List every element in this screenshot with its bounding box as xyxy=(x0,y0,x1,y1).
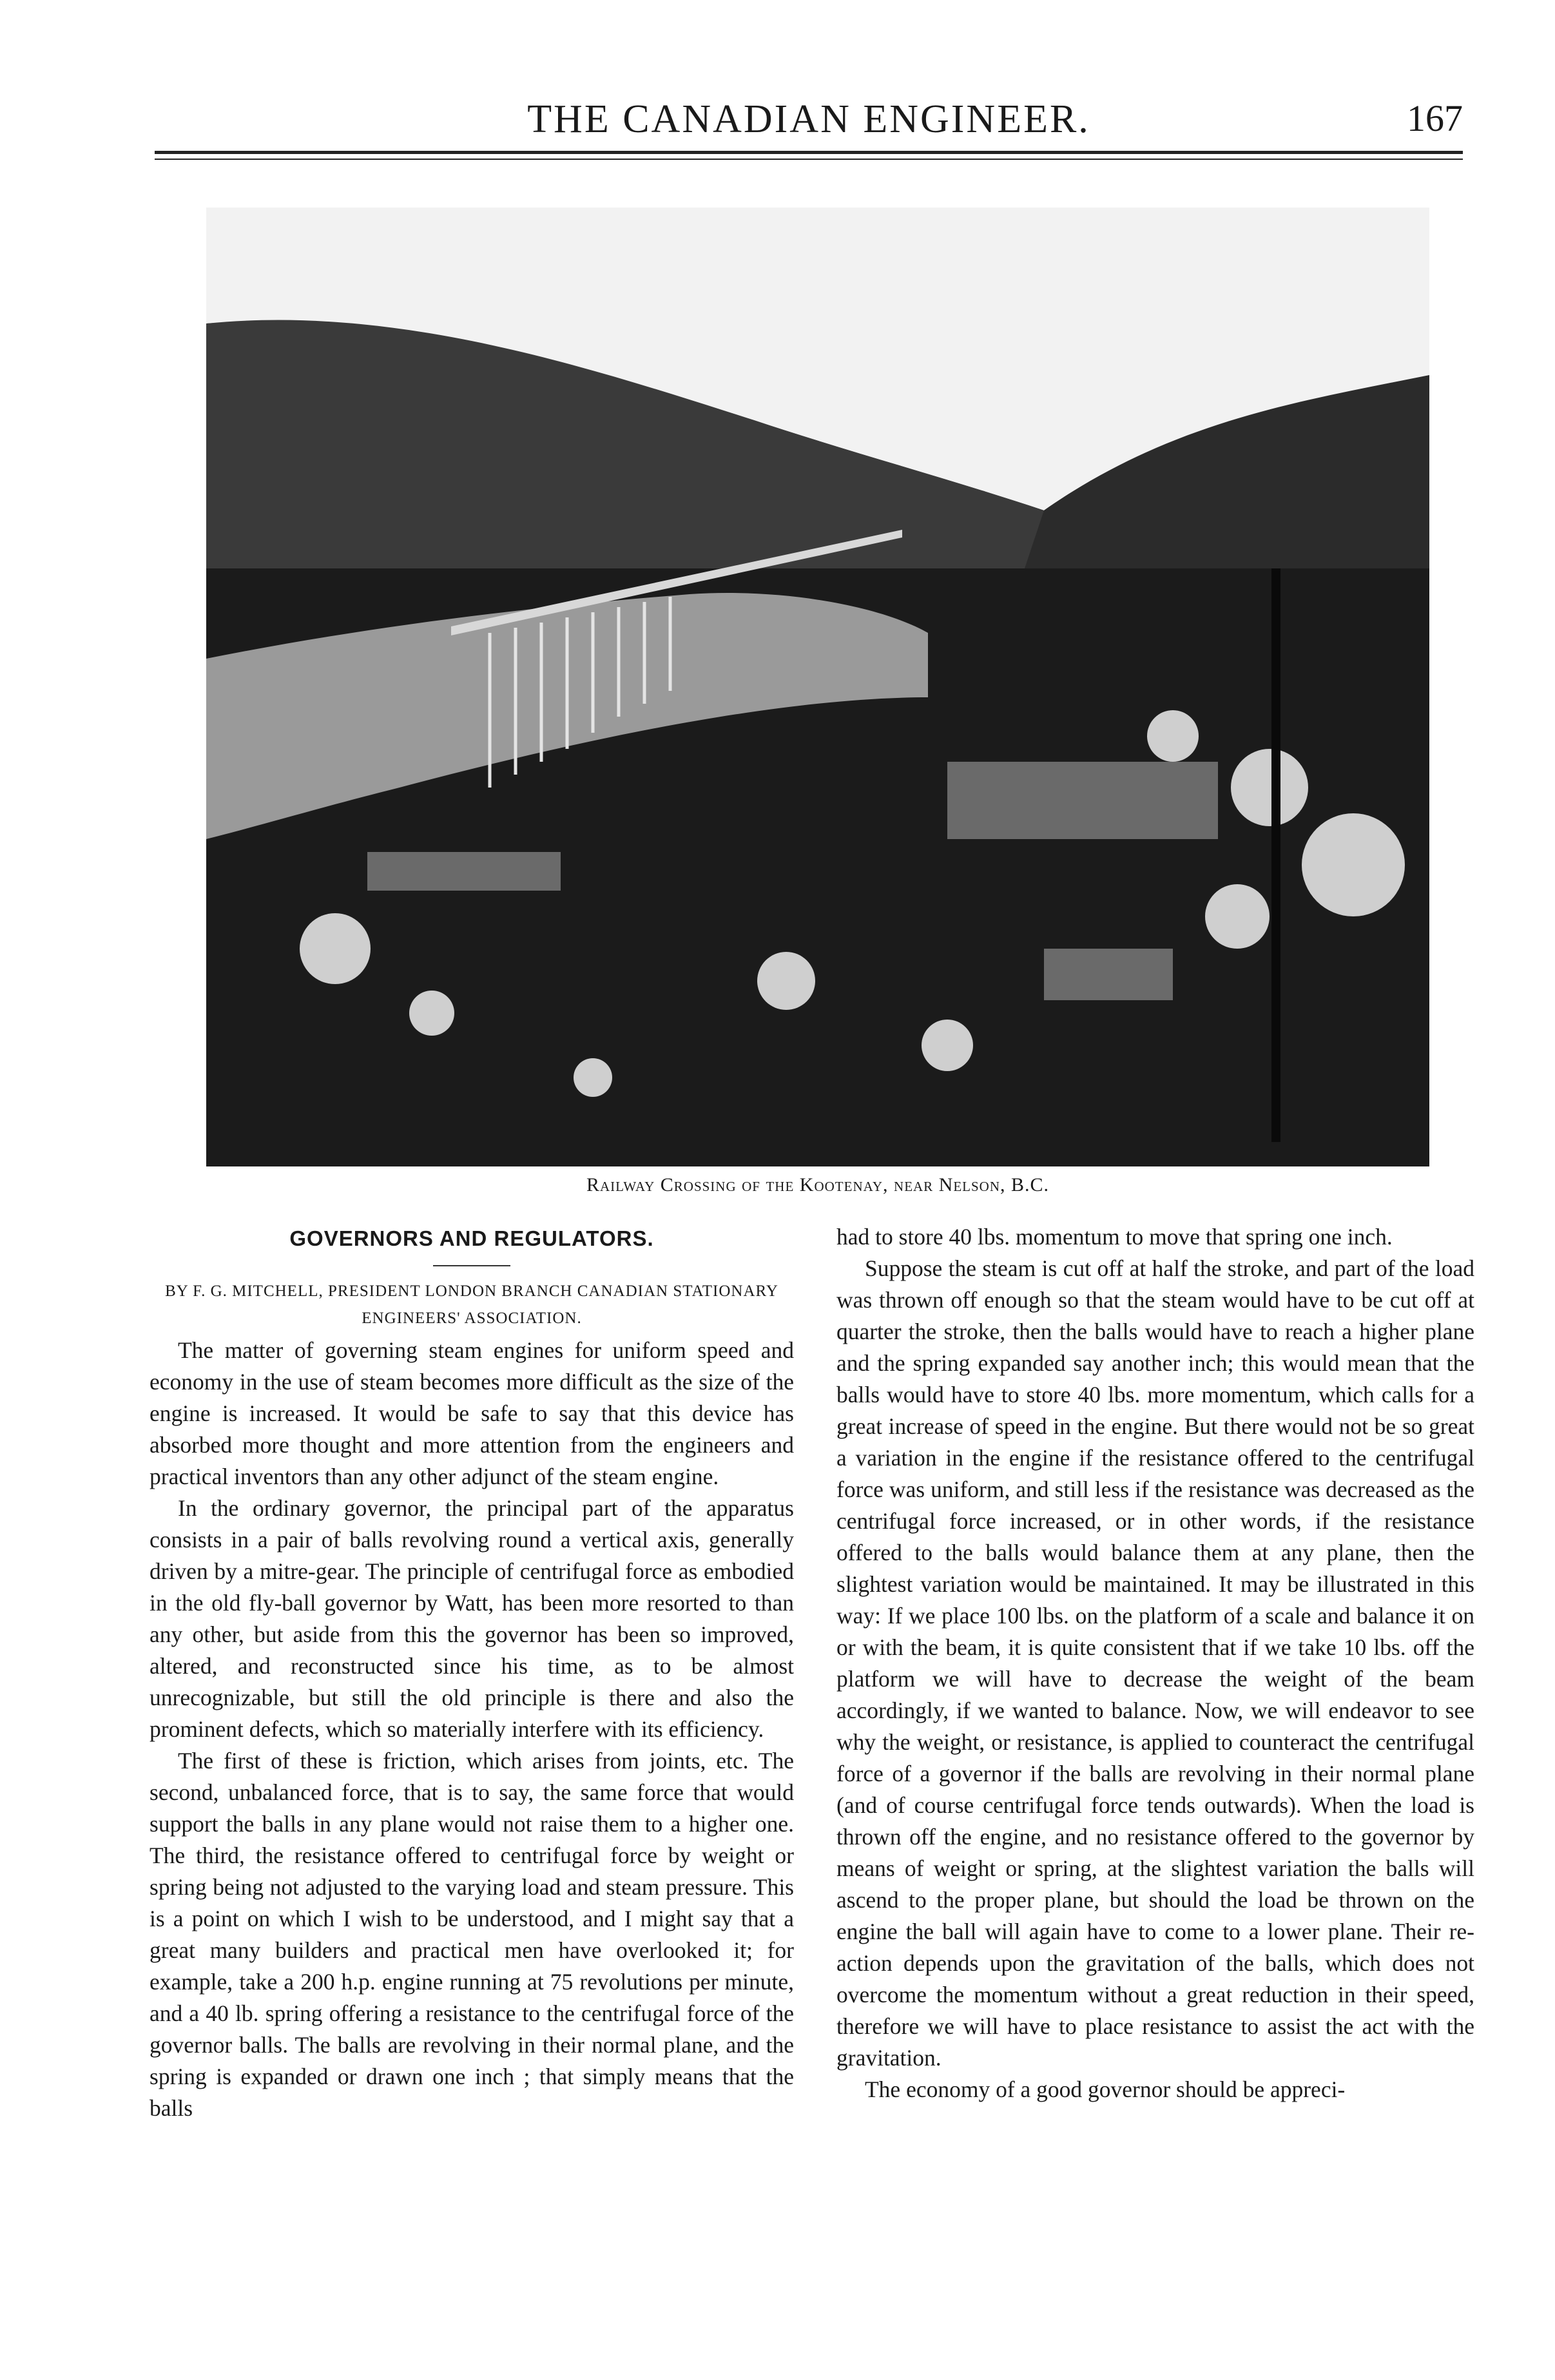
right-column xyxy=(836,1221,1474,2105)
landscape-illustration xyxy=(206,208,1429,1166)
paragraph: The first of these is friction, which arises from joints, etc. The second, unbalanced force, that is to say, the same force that would support the balls in any plane would not raise them to a higher one. The third, the resistance offered to centrifugal force by weight or spring being not adjusted to the varying load and steam pressure. This is a point on which I wish to be understood, and I might say that a great many builders and practical men have overlooked it; for example, take a 200 h.p. engine running at 75 revolutions per minute, and a 40 lb. spring offering a resistance to the centrifugal force of the governor balls. The balls are revolving in their normal plane, and the spring is expanded or drawn one inch ; that simply means that the balls xyxy=(150,1748,794,2121)
paragraph: Suppose the steam is cut off at half the stroke, and part of the load was thrown off enough so that the steam would have to be cut off at quarter the stroke, then the balls would have to reach a higher plane and the spring expanded say another inch; this would mean that the balls would have to store 40 lbs. more momentum, which calls for a great increase of speed in the engine. But there would not be so great a variation in the engine if the resistance offered to the centrifugal force was uniform, and still less if the resistance was decreased as the centrifugal force increased, or in other words, if the resistance offered to the balls would balance them at any plane, then the slightest variation would be maintained. It may be illustrated in this way: If we place 100 lbs. on the platform of a scale and balance it on or with the beam, it is quite consistent that if we take 10 lbs. off the platform we will have to decrease the weight of the beam accordingly, if we wanted to balance. Now, we will endeavor to see why the weight, or resistance, is applied to counteract the centrifugal force of a governor if the balls are revolving in their normal plane (and of course centrifugal force tends outwards). When the load is thrown off the engine, and no resistance offered to the governor by means of weight or spring, at the slightest variation the balls will ascend to the proper plane, but should the load be thrown on the engine the ball will again have to come to a lower plane. Their re-action depends upon the gravitation of the balls, which does not overcome the momentum without a great reduction in their speed, therefore we will have to place resistance to assist the act with the gravitation. xyxy=(836,1255,1474,2071)
figure-caption: Railway Crossing of the Kootenay, near Nelson, B.C. xyxy=(586,1174,1050,1195)
paragraph: The matter of governing steam engines for uniform speed and economy in the use of steam becomes more difficult as the size of the engine is increased. It would be safe to say that this device has absorbed more thought and more attention from the engineers and practical inventors than any other adjunct of the steam engine. xyxy=(150,1337,794,1489)
header-rule-thick xyxy=(155,151,1463,154)
header-rule-thin xyxy=(155,159,1463,160)
journal-title: THE CANADIAN ENGINEER. xyxy=(527,97,1090,141)
page-header xyxy=(155,97,1463,148)
paragraph: The economy of a good governor should be appreci- xyxy=(865,2076,1346,2102)
left-column xyxy=(150,1221,794,2124)
article-title: GOVERNORS AND REGULATORS. xyxy=(289,1226,654,1250)
page-number: 167 xyxy=(1407,97,1463,139)
railway-photograph xyxy=(206,208,1429,1166)
paragraph: In the ordinary governor, the principal part of the apparatus consists in a pair of balls revolving round a vertical axis, generally driven by a mitre-gear. The principle of centrifugal force as embodied in the old fly-ball governor by Watt, has been more resorted to than any other, but aside from this the governor has been so improved, altered, and reconstructed since his time, as to be almost unrecognizable, but still the old principle is there and also the prominent defects, which so materially interfere with its efficiency. xyxy=(150,1495,794,1742)
title-rule xyxy=(433,1265,510,1266)
article-byline: BY F. G. MITCHELL, PRESIDENT LONDON BRANCH CANADIAN STATIONARY ENGINEERS' ASSOCIATION. xyxy=(165,1282,778,1327)
paragraph-continuation: had to store 40 lbs. momentum to move that spring one inch. xyxy=(836,1224,1393,1250)
